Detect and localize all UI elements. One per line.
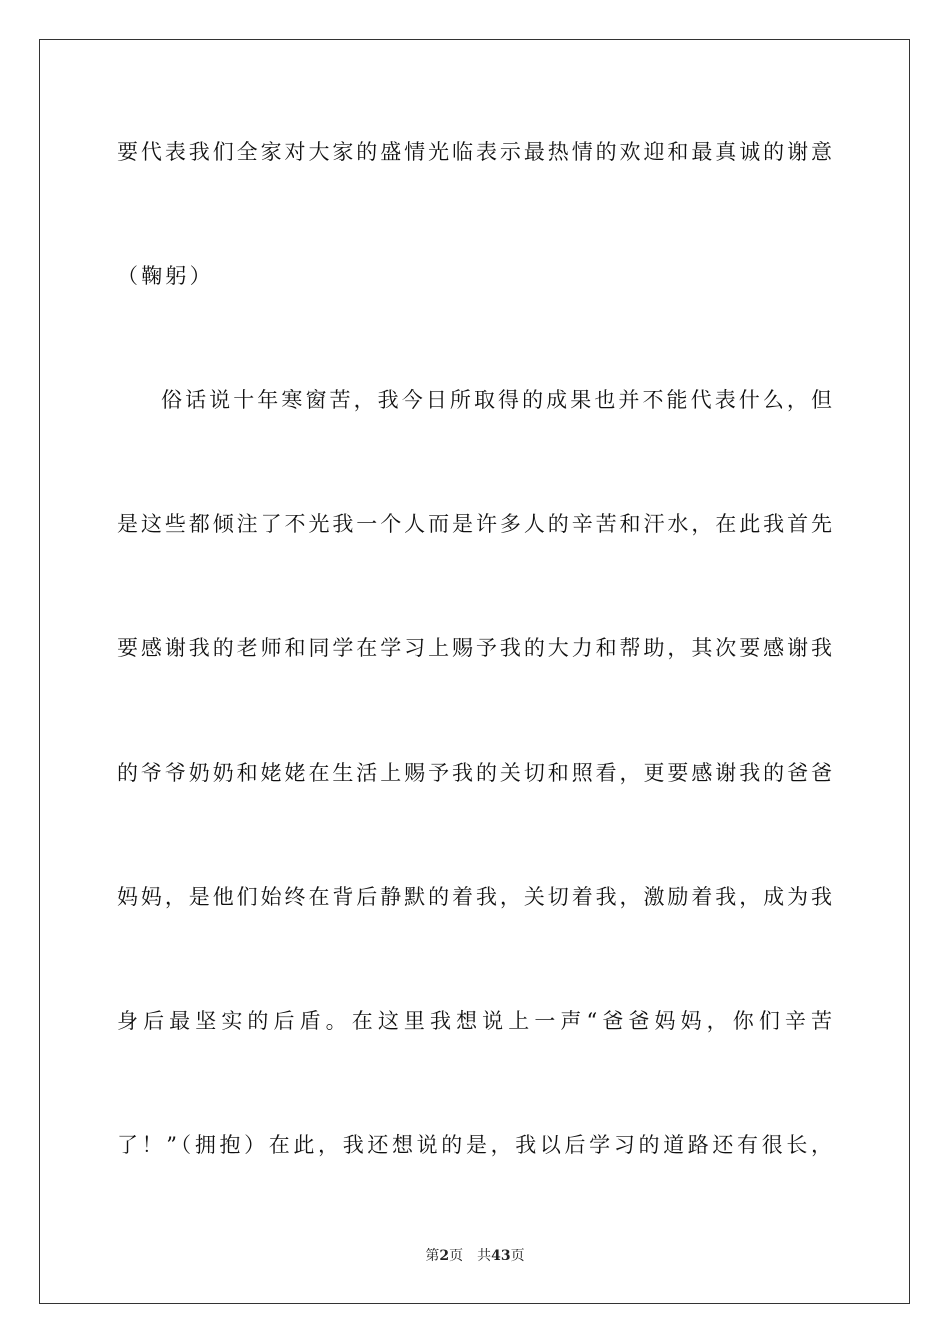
- page-border: [39, 39, 910, 1304]
- text-line-3: 俗话说十年寒窗苦，我今日所取得的成果也并不能代表什么，但: [161, 388, 832, 412]
- total-suffix: 页: [510, 1248, 525, 1264]
- page-suffix: 页: [449, 1248, 464, 1264]
- text-line-1: 要代表我们全家对大家的盛情光临表示最热情的欢迎和最真诚的谢意: [117, 140, 832, 164]
- text-line-5: 要感谢我的老师和同学在学习上赐予我的大力和帮助，其次要感谢我: [117, 636, 832, 660]
- total-pages: 43: [491, 1248, 511, 1264]
- page-prefix: 第: [425, 1248, 440, 1264]
- text-line-9: 了！”（拥抱）在此，我还想说的是，我以后学习的道路还有很长，: [117, 1133, 832, 1157]
- text-line-6: 的爷爷奶奶和姥姥在生活上赐予我的关切和照看，更要感谢我的爸爸: [117, 761, 832, 785]
- total-prefix: 共: [477, 1248, 492, 1264]
- text-line-8: 身后最坚实的后盾。在这里我想说上一声“爸爸妈妈，你们辛苦: [117, 1009, 832, 1033]
- text-line-4: 是这些都倾注了不光我一个人而是许多人的辛苦和汗水，在此我首先: [117, 512, 832, 536]
- text-line-7: 妈妈，是他们始终在背后静默的着我，关切着我，激励着我，成为我: [117, 885, 832, 909]
- text-line-2: （鞠躬）: [117, 264, 214, 288]
- page-number: 2: [439, 1248, 450, 1264]
- page-footer: [0, 1247, 950, 1265]
